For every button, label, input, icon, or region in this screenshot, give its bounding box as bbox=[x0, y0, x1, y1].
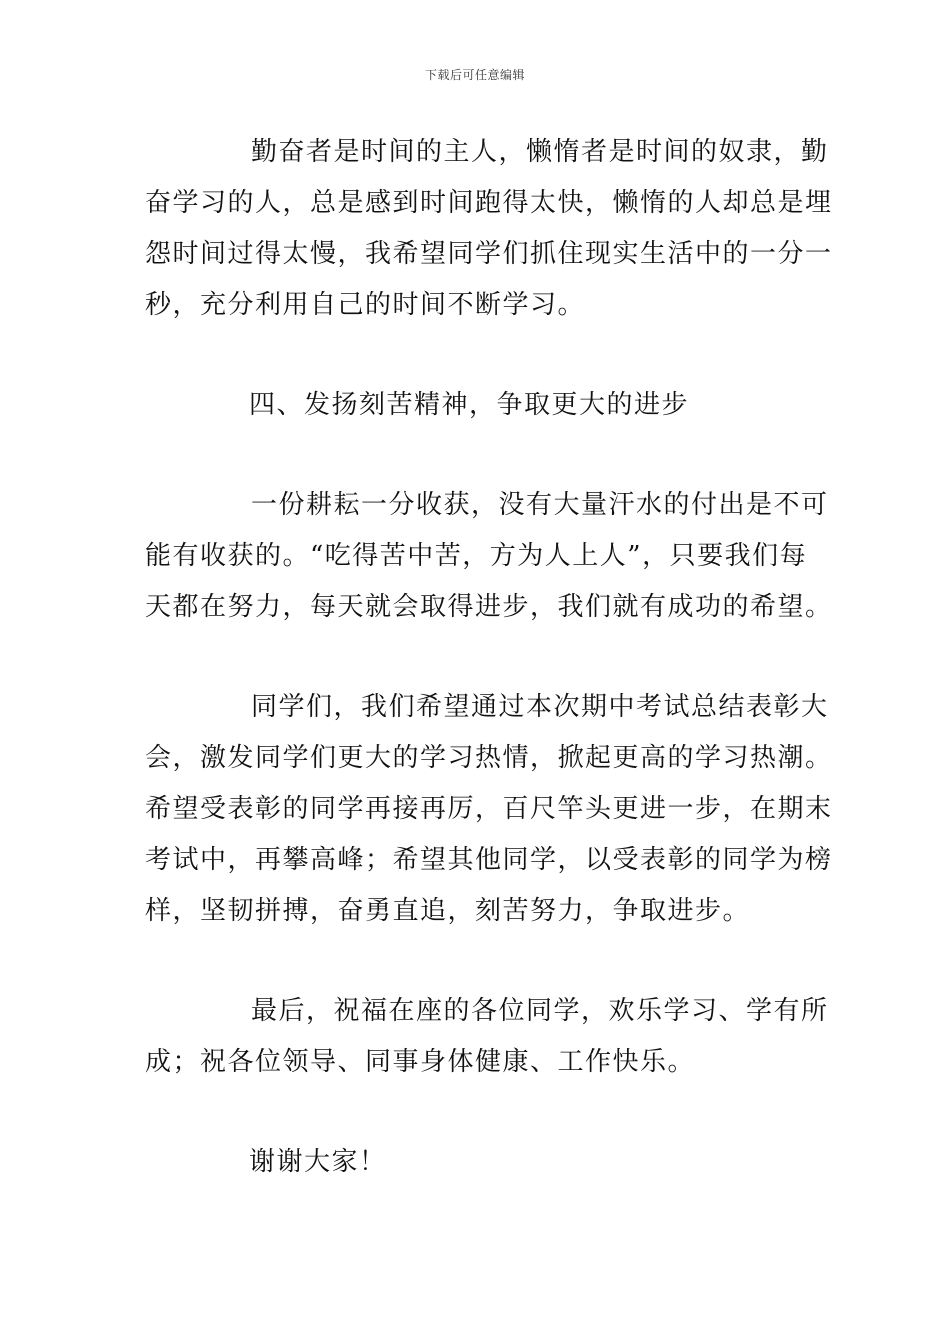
text-line: 怨时间过得太慢，我希望同学们抓住现实生活中的一分一 bbox=[145, 239, 833, 269]
text-line: 会，激发同学们更大的学习热情，掀起更高的学习热潮。 bbox=[145, 743, 833, 773]
page-header-note: 下载后可任意编辑 bbox=[424, 68, 525, 82]
paragraph-diligence bbox=[145, 127, 833, 331]
text-line: 一份耕耘一分收获，没有大量汗水的付出是不可 bbox=[251, 490, 829, 520]
document-body bbox=[145, 127, 833, 1188]
thanks-line: 谢谢大家！ bbox=[249, 1147, 387, 1177]
text-line: 奋学习的人，总是感到时间跑得太快，懒惰的人却总是埋 bbox=[145, 188, 833, 218]
paragraph-students bbox=[145, 682, 833, 937]
text-line: 样，坚韧拼搏，奋勇直追，刻苦努力，争取进步。 bbox=[145, 896, 751, 926]
paragraph-gap bbox=[145, 633, 810, 682]
paragraph-gap bbox=[145, 937, 810, 986]
paragraph-effort bbox=[145, 480, 833, 633]
text-line: 能有收获的。“吃得苦中苦，方为人上人”，只要我们每 bbox=[145, 541, 808, 571]
section-heading: 四、发扬刻苦精神，争取更大的进步 bbox=[249, 390, 690, 420]
text-line: 勤奋者是时间的主人，懒惰者是时间的奴隶，勤 bbox=[251, 137, 829, 167]
paragraph-gap bbox=[145, 331, 810, 380]
text-line: 希望受表彰的同学再接再厉，百尺竿头更进一步，在期末 bbox=[145, 794, 833, 824]
text-line: 秒，充分利用自己的时间不断学习。 bbox=[145, 290, 586, 320]
paragraph-gap bbox=[145, 431, 810, 480]
text-line: 最后，祝福在座的各位同学，欢乐学习、学有所 bbox=[251, 996, 829, 1026]
paragraph-gap bbox=[145, 1088, 810, 1137]
text-line: 考试中，再攀高峰；希望其他同学，以受表彰的同学为榜 bbox=[145, 845, 833, 875]
text-line: 天都在努力，每天就会取得进步，我们就有成功的希望。 bbox=[145, 592, 833, 622]
text-line: 同学们，我们希望通过本次期中考试总结表彰大 bbox=[251, 692, 829, 722]
paragraph-closing bbox=[145, 986, 829, 1088]
text-line: 成；祝各位领导、同事身体健康、工作快乐。 bbox=[145, 1047, 696, 1077]
